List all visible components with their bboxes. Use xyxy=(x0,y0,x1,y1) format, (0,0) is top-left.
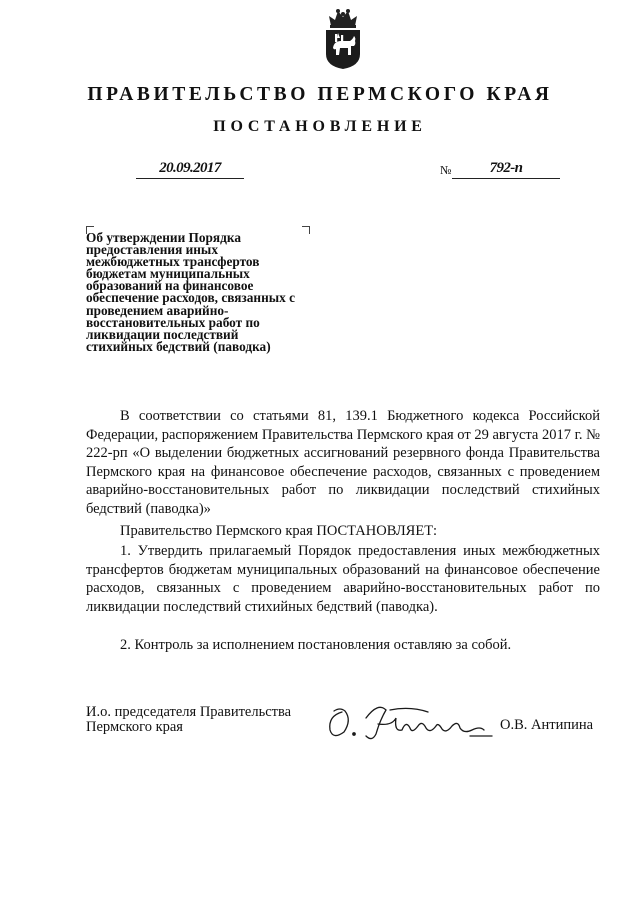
handwritten-signature-icon xyxy=(320,696,498,746)
item-1-paragraph: 1. Утвердить прилагаемый Порядок предоставления иных межбюджетных трансфертов бюджетам муниципальных образований на финансовое обеспечение расходов, связанных с проведением аварийно-восстановительных работ по ликвидации последствий стихийных бедствий (паводка). xyxy=(86,543,600,615)
document-number: 792-п xyxy=(452,160,560,179)
shield-icon xyxy=(326,30,360,69)
number-sign: № xyxy=(440,163,452,177)
document-type: ПОСТАНОВЛЕНИЕ xyxy=(213,118,427,135)
preamble-paragraph: В соответствии со статьями 81, 139.1 Бюджетного кодекса Российской Федерации, распоряжением Правительства Пермского края от 29 августа 2017 г. № 222-рп «О выделении бюджетных ассигнований резервного фонда Правительства Пермского края на финансовое обеспечение расходов, связанных с проведением аварийно-восстановительных работ по ликвидации последствий стихийных бедствий (паводка)» xyxy=(86,408,600,517)
crown-icon xyxy=(329,9,357,28)
document-date: 20.09.2017 xyxy=(136,160,244,179)
signer-name: О.В. Антипина xyxy=(500,717,594,733)
coat-of-arms-icon xyxy=(320,8,366,70)
resolution-paragraph: Правительство Пермского края ПОСТАНОВЛЯЕТ: xyxy=(120,523,438,539)
signer-position: И.о. председателя Правительства Пермского края xyxy=(86,704,292,735)
document-subject: Об утверждении Порядка предоставления иных межбюджетных трансфертов бюджетам муниципальных образований на финансовое обеспечение расходов, связанных с проведением аварийно-восстановительных работ по ликвидации последствий стихийных бедствий (паводка) xyxy=(86,230,295,354)
government-name: ПРАВИТЕЛЬСТВО ПЕРМСКОГО КРАЯ xyxy=(87,84,553,105)
item-2-paragraph: 2. Контроль за исполнением постановления оставляю за собой. xyxy=(120,637,512,653)
